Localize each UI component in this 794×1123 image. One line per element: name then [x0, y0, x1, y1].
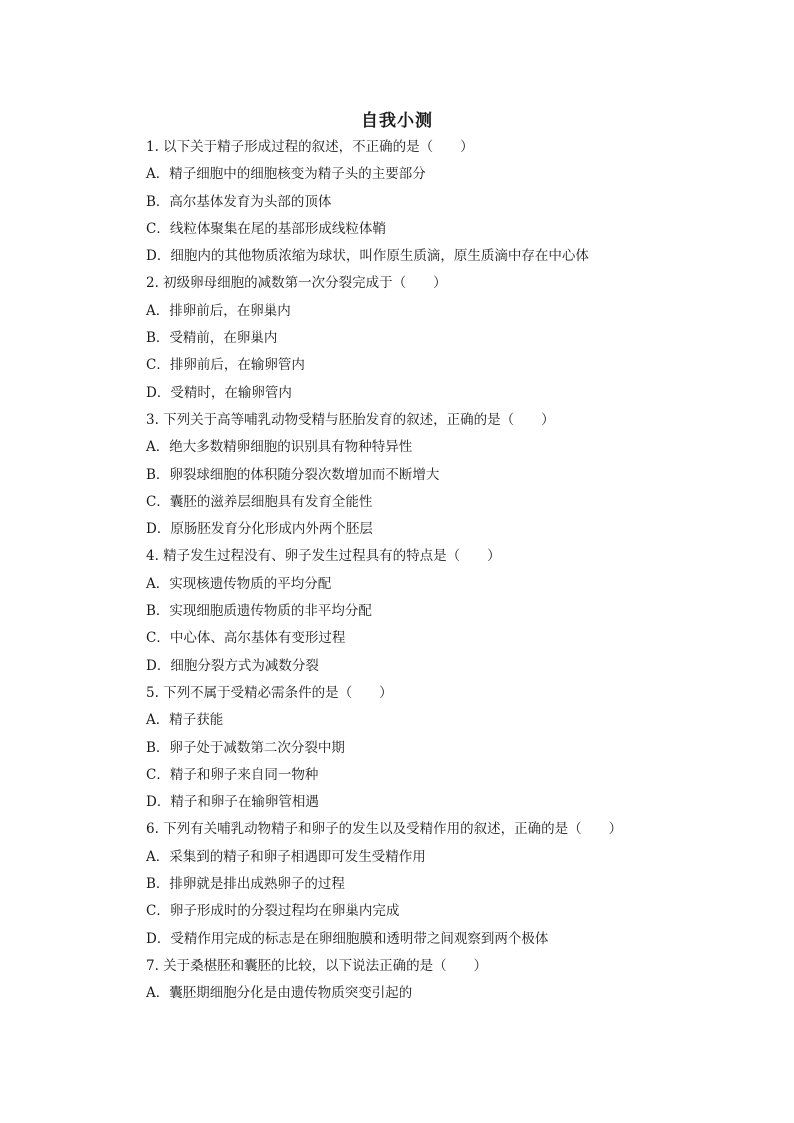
question-stem: 6. 下列有关哺乳动物精子和卵子的发生以及受精作用的叙述，正确的是（ ）: [146, 821, 623, 838]
answer-option: B．高尔基体发育为头部的顶体: [146, 193, 332, 210]
answer-option: C．线粒体聚集在尾的基部形成线粒体鞘: [146, 220, 386, 237]
answer-option: C．囊胚的滋养层细胞具有发育全能性: [146, 493, 373, 510]
answer-option: B．受精前，在卵巢内: [146, 330, 278, 347]
answer-option: D．细胞内的其他物质浓缩为球状，叫作原生质滴，原生质滴中存在中心体: [146, 248, 589, 265]
answer-option: A．囊胚期细胞分化是由遗传物质突变引起的: [146, 985, 413, 1002]
answer-option: B．卵裂球细胞的体积随分裂次数增加而不断增大: [146, 466, 440, 483]
answer-option: C．中心体、高尔基体有变形过程: [146, 630, 346, 647]
question-stem: 5. 下列不属于受精必需条件的是（ ）: [146, 684, 393, 701]
question-stem: 4. 精子发生过程没有、卵子发生过程具有的特点是（ ）: [146, 548, 501, 565]
answer-option: A．绝大多数精卵细胞的识别具有物种特异性: [146, 439, 413, 456]
question-stem: 7. 关于桑椹胚和囊胚的比较，以下说法正确的是（ ）: [146, 957, 488, 974]
question-list: [146, 136, 706, 1010]
answer-option: A．实现核遗传物质的平均分配: [146, 575, 332, 592]
answer-option: B．卵子处于减数第二次分裂中期: [146, 739, 345, 756]
answer-option: C．卵子形成时的分裂过程均在卵巢内完成: [146, 903, 400, 920]
answer-option: D．原肠胚发育分化形成内外两个胚层: [146, 521, 373, 538]
answer-option: A．排卵前后，在卵巢内: [146, 302, 291, 319]
answer-option: D．受精作用完成的标志是在卵细胞膜和透明带之间观察到两个极体: [146, 930, 549, 947]
answer-option: B．排卵就是排出成熟卵子的过程: [146, 876, 345, 893]
answer-option: A．精子获能: [146, 712, 224, 729]
answer-option: C．精子和卵子来自同一物种: [146, 766, 319, 783]
answer-option: A．采集到的精子和卵子相遇即可发生受精作用: [146, 848, 426, 865]
answer-option: D．受精时，在输卵管内: [146, 384, 292, 401]
answer-option: A．精子细胞中的细胞核变为精子头的主要部分: [146, 166, 426, 183]
question-stem: 1. 以下关于精子形成过程的叙述，不正确的是（ ）: [146, 139, 474, 155]
question-stem: 3. 下列关于高等哺乳动物受精与胚胎发育的叙述，正确的是（ ）: [146, 411, 555, 428]
answer-option: C．排卵前后，在输卵管内: [146, 357, 305, 374]
answer-option: D．精子和卵子在输卵管相遇: [146, 794, 319, 811]
answer-option: B．实现细胞质遗传物质的非平均分配: [146, 603, 372, 620]
answer-option: D．细胞分裂方式为减数分裂: [146, 657, 319, 674]
question-stem: 2. 初级卵母细胞的减数第一次分裂完成于（ ）: [146, 275, 447, 292]
page-title: 自我小测: [361, 111, 433, 131]
